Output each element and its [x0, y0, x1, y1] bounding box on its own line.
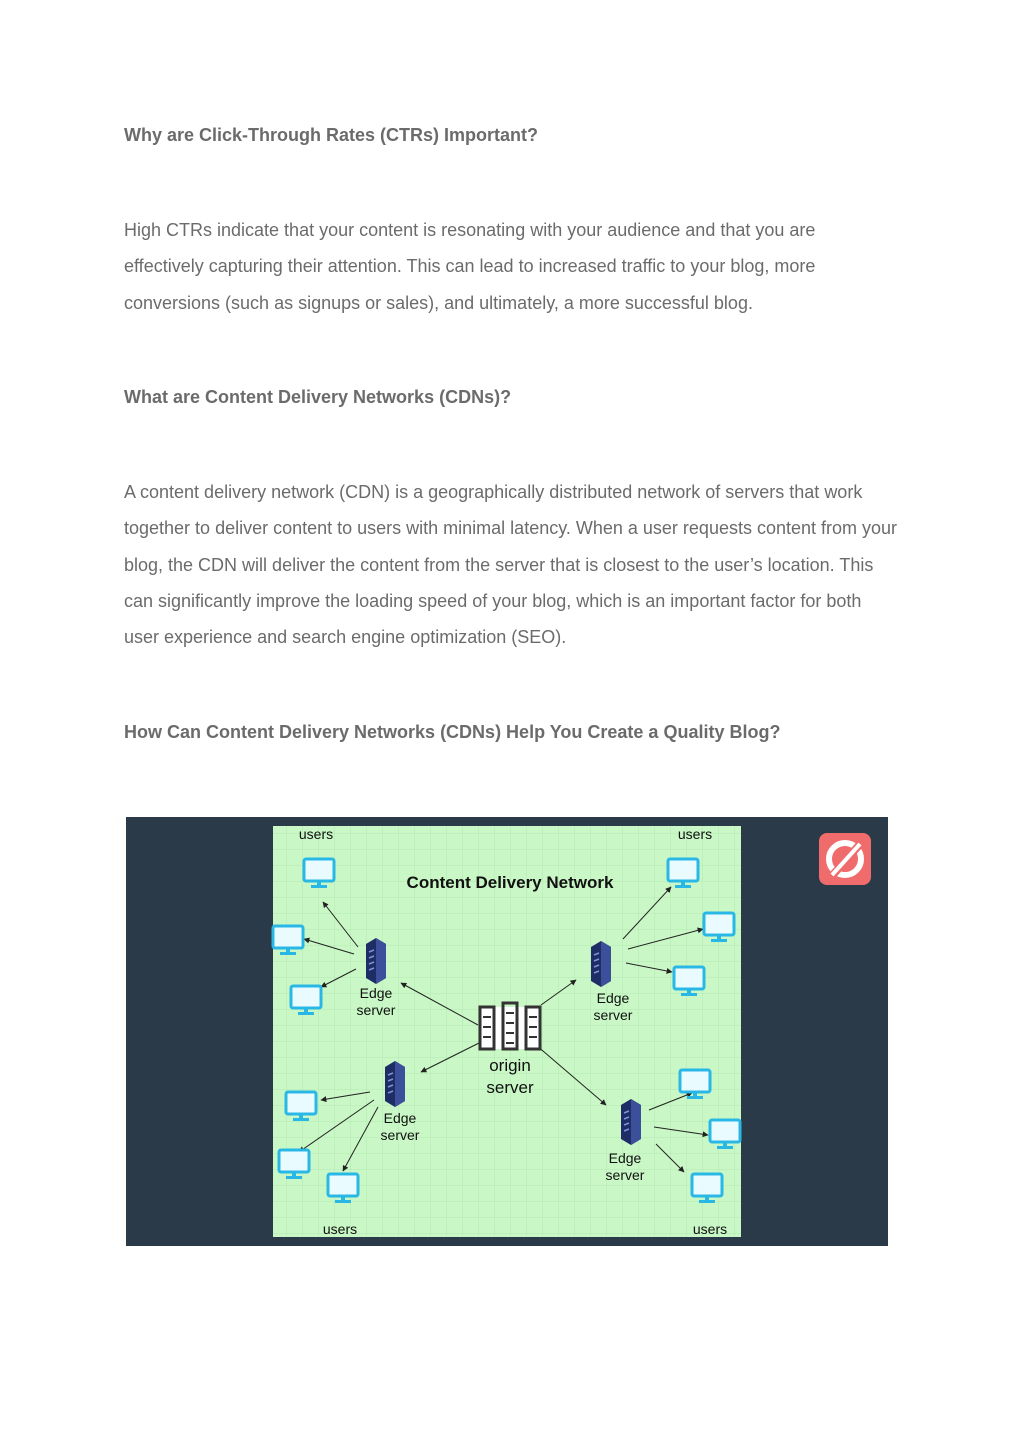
users-label: users	[677, 826, 713, 842]
users-label: users	[692, 1221, 728, 1237]
cdn-diagram	[126, 817, 888, 1246]
edge-label-line2: server	[380, 1127, 420, 1143]
cdn-diagram-figure	[126, 817, 888, 1246]
edge-label-line2: server	[356, 1002, 396, 1018]
edge-e-logo-icon	[819, 833, 871, 885]
users-label: users	[322, 1221, 358, 1237]
edge-label-line1: Edge	[383, 1110, 417, 1126]
heading-ctr-importance: Why are Click-Through Rates (CTRs) Important?	[124, 125, 539, 145]
edge-label-line1: Edge	[596, 990, 630, 1006]
diagram-title: Content Delivery Network	[406, 873, 614, 892]
users-label: users	[298, 826, 334, 842]
edge-server-icon	[621, 1099, 641, 1145]
origin-label-line2: server	[486, 1078, 534, 1097]
edge-label-line2: server	[593, 1007, 633, 1023]
heading-cdn-quality-blog: How Can Content Delivery Networks (CDNs) Help You Create a Quality Blog?	[124, 722, 781, 742]
origin-server-icon	[480, 1003, 540, 1049]
paragraph-cdn: A content delivery network (CDN) is a geographically distributed network of servers that work together to deliver content to users with minimal latency. When a user requests content from your blog, the CDN will deliver the content from the server that is closest to the user’s location. This can significantly improve the loading speed of your blog, which is an important factor for both user experience and search engine optimization (SEO).	[124, 482, 898, 648]
edge-server-icon	[591, 941, 611, 987]
edge-label-line2: server	[605, 1167, 645, 1183]
edge-label-line1: Edge	[608, 1150, 642, 1166]
edge-server-icon	[385, 1061, 405, 1107]
heading-what-are-cdns: What are Content Delivery Networks (CDNs)?	[124, 387, 512, 407]
origin-label-line1: origin	[489, 1056, 531, 1075]
edge-label-line1: Edge	[359, 985, 393, 1001]
paragraph-ctr: High CTRs indicate that your content is resonating with your audience and that you are effectively capturing their attention. This can lead to increased traffic to your blog, more conversions (such as signups or sales), and ultimately, a more successful blog.	[124, 220, 816, 313]
edge-server-icon	[366, 938, 386, 984]
